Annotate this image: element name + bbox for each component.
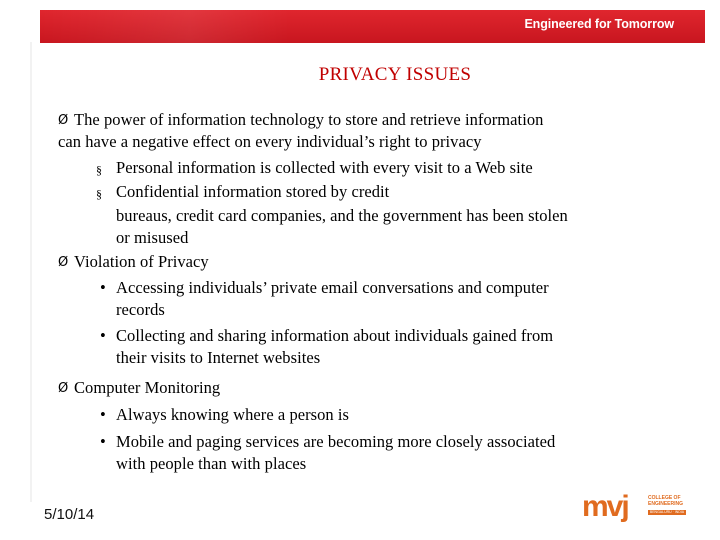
bullet-text: The power of information technology to store and retrieve information: [74, 110, 544, 129]
square-bullet-icon: §: [96, 163, 102, 177]
sub-bullet-text: Mobile and paging services are becoming more closely associated: [116, 432, 556, 451]
sub-bullet-text: Collecting and sharing information about individuals gained from: [116, 326, 554, 345]
college-logo: [582, 491, 687, 525]
logo-band: [648, 510, 686, 515]
sub-bullet-text: or misused: [116, 228, 189, 247]
sub-bullet-text: Personal information is collected with every visit to a Web site: [116, 158, 533, 177]
sub-bullet-text: records: [116, 300, 165, 319]
logo-line-1: COLLEGE OF: [648, 495, 681, 501]
logo-line-2: ENGINEERING: [648, 501, 684, 507]
dot-bullet-icon: •: [100, 326, 106, 345]
square-bullet-icon: §: [96, 187, 102, 201]
logo-mark: mvj: [582, 490, 628, 523]
header-tagline: Engineered for Tomorrow: [524, 17, 674, 31]
left-edge-rule: [30, 42, 32, 502]
dot-bullet-icon: •: [100, 278, 106, 297]
dot-bullet-icon: •: [100, 432, 106, 451]
arrow-bullet-icon: Ø: [58, 255, 69, 270]
logo-text-block: [648, 495, 692, 515]
sub-bullet-text: with people than with places: [116, 454, 307, 473]
sub-bullet-text: Confidential information stored by credit: [116, 182, 390, 201]
arrow-bullet-icon: Ø: [58, 381, 69, 396]
sub-bullet-text: Accessing individuals’ private email conversations and computer: [116, 278, 549, 297]
slide-date: 5/10/14: [44, 506, 95, 523]
bullet-text: Computer Monitoring: [74, 378, 221, 397]
logo-band-text: BENGALURU · INDIA: [649, 510, 685, 514]
bullet-text: Violation of Privacy: [74, 252, 209, 271]
slide-title: PRIVACY ISSUES: [318, 64, 472, 85]
header-banner-highlight: [40, 10, 290, 43]
sub-bullet-text: bureaus, credit card companies, and the government has been stolen: [116, 206, 568, 225]
dot-bullet-icon: •: [100, 405, 106, 424]
sub-bullet-text: Always knowing where a person is: [116, 405, 350, 424]
sub-bullet-text: their visits to Internet websites: [116, 348, 321, 367]
bullet-text: can have a negative effect on every individual’s right to privacy: [58, 132, 482, 151]
arrow-bullet-icon: Ø: [58, 113, 69, 128]
